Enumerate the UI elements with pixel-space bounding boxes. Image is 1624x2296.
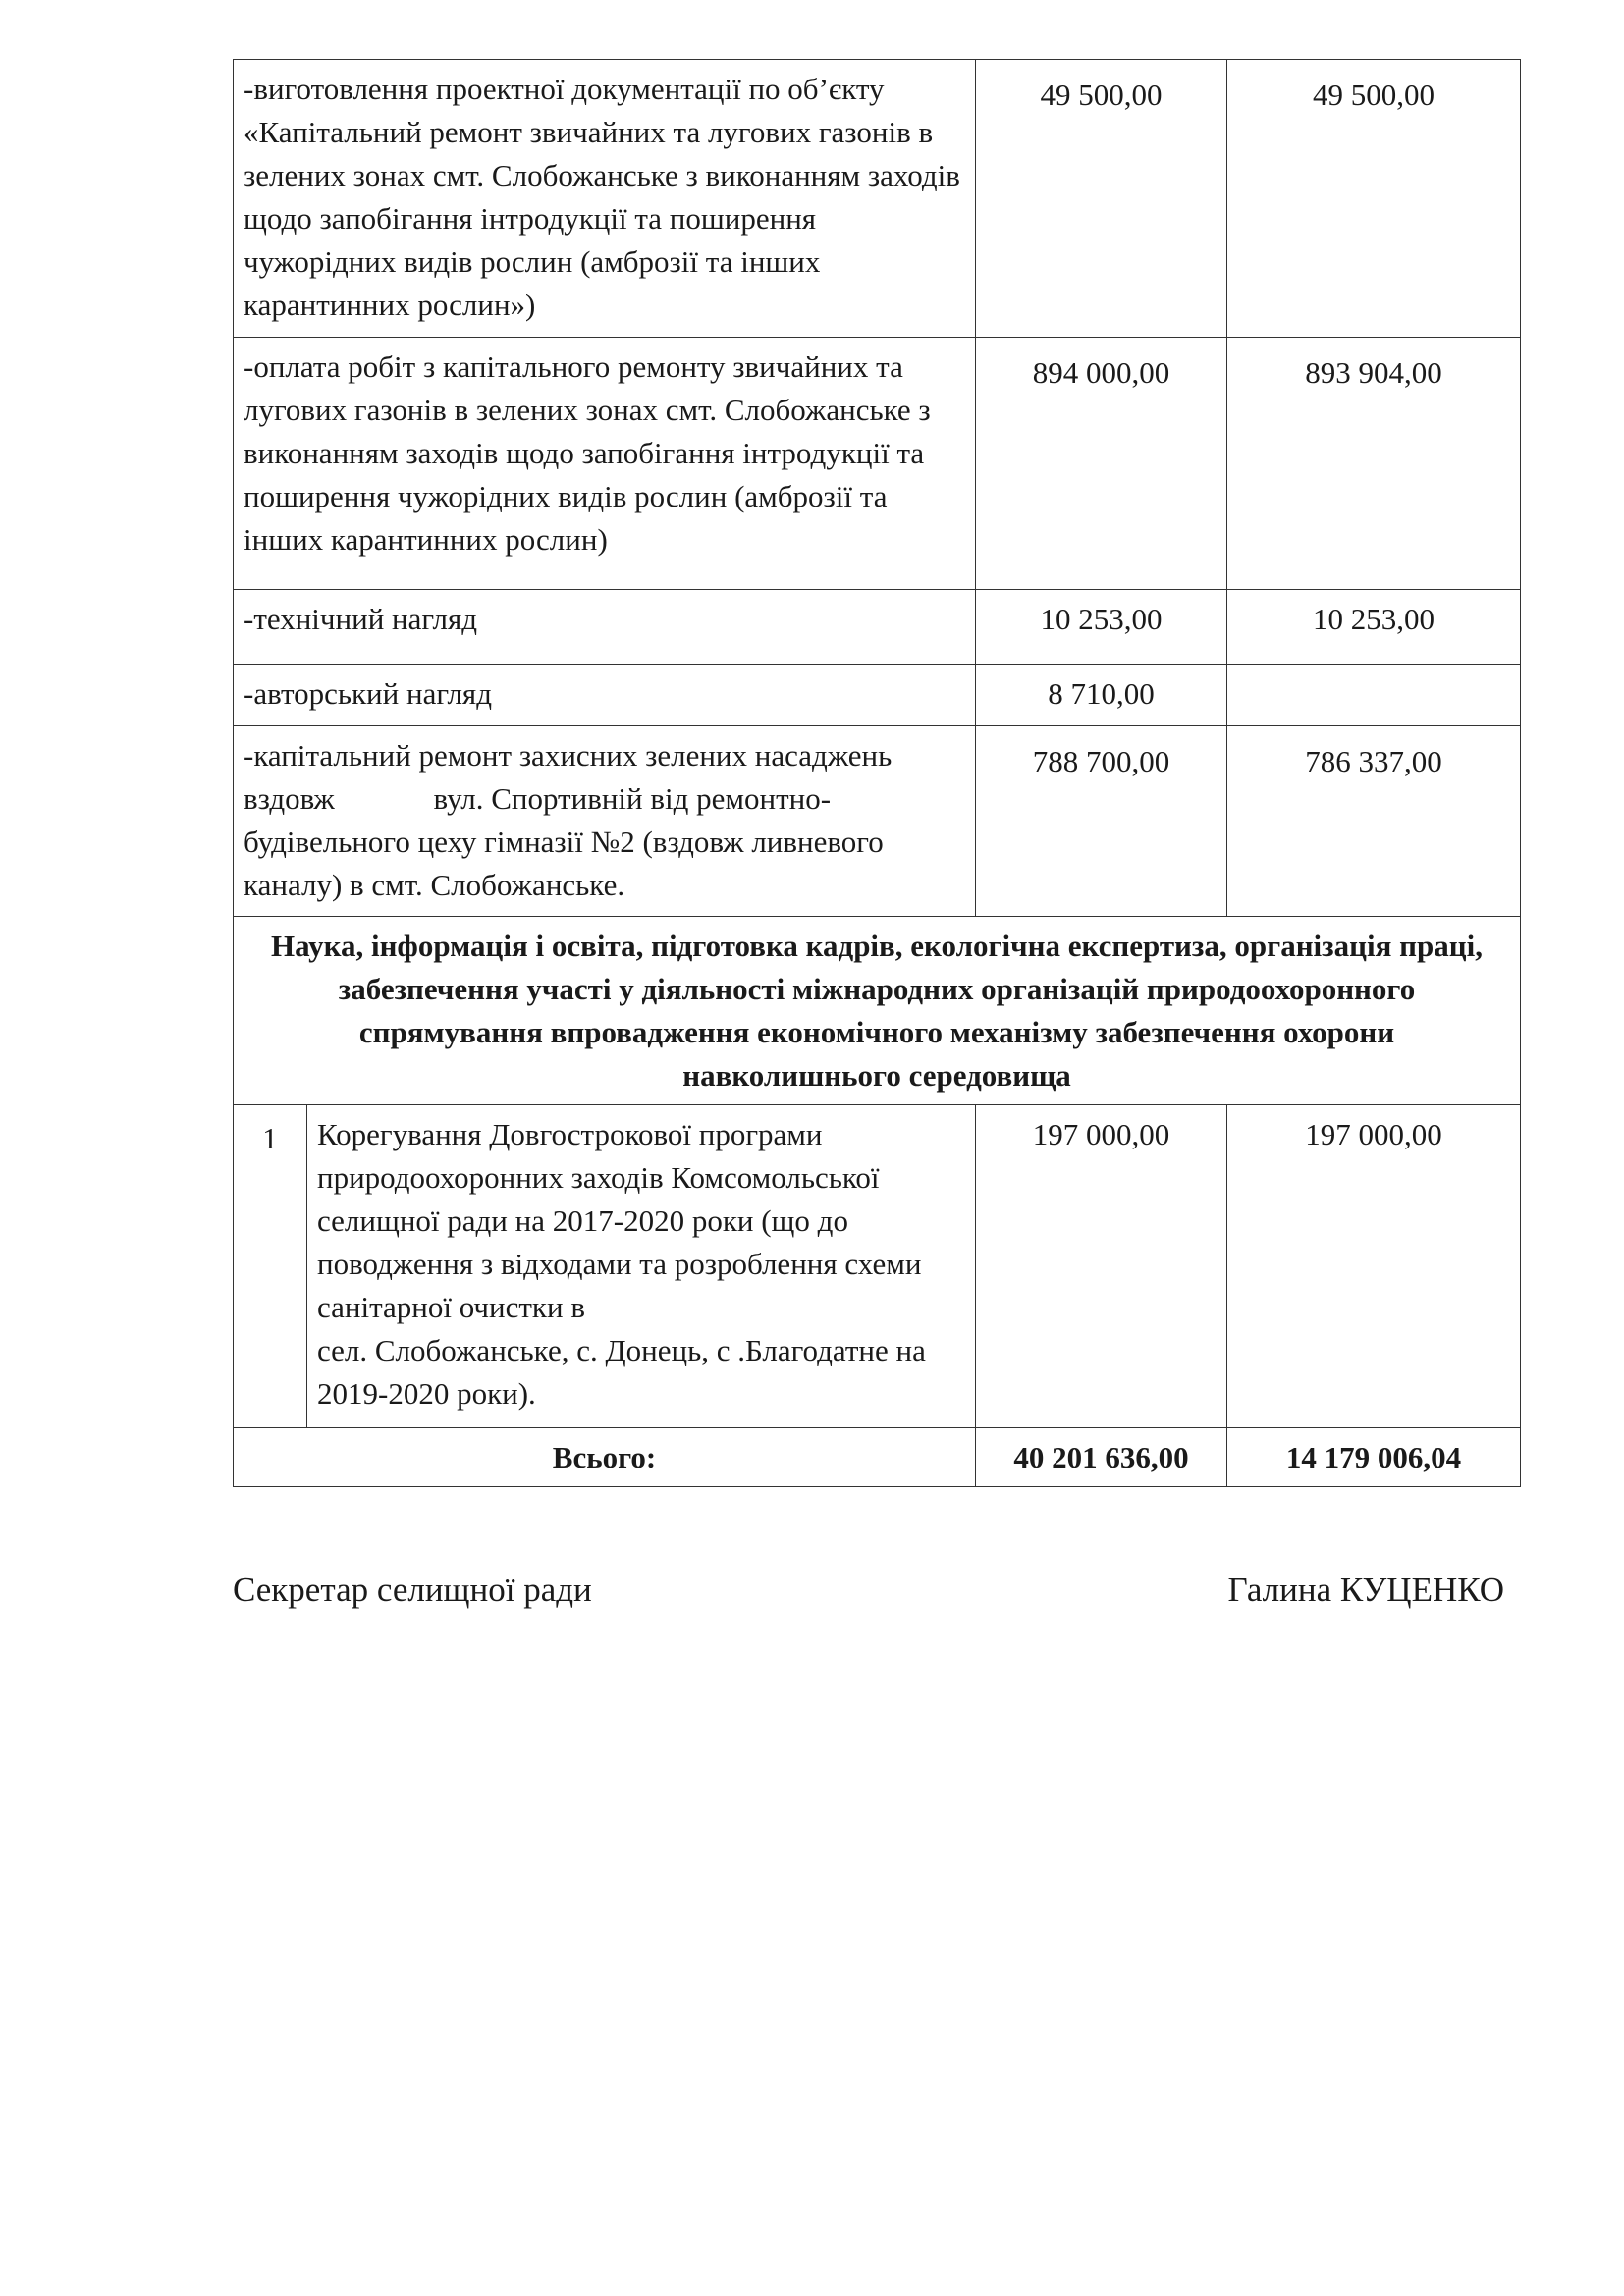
total-row — [234, 1428, 1521, 1487]
signatory-position: Секретар селищної ради — [233, 1571, 592, 1609]
planned-amount: 197 000,00 — [976, 1105, 1227, 1428]
actual-amount — [1227, 665, 1521, 726]
actual-amount: 49 500,00 — [1227, 60, 1521, 338]
item-description: -авторський нагляд — [234, 665, 976, 726]
table-row — [234, 665, 1521, 726]
total-actual: 14 179 006,04 — [1227, 1428, 1521, 1487]
planned-amount: 894 000,00 — [976, 338, 1227, 590]
planned-amount: 8 710,00 — [976, 665, 1227, 726]
planned-amount: 10 253,00 — [976, 590, 1227, 665]
budget-table — [233, 59, 1521, 1487]
table-row — [234, 60, 1521, 338]
item-description: -капітальний ремонт захисних зелених насаджень вздовж вул. Спортивній від ремонтно-будівельного цеху гімназії №2 (вздовж ливневого каналу) в смт. Слобожанське. — [234, 726, 976, 917]
actual-amount: 786 337,00 — [1227, 726, 1521, 917]
item-description: -оплата робіт з капітального ремонту звичайних та лугових газонів в зелених зонах смт. Слобожанське з виконанням заходів щодо запобігання інтродукції та поширення чужорідних видів рослин (амброзії та інших карантинних рослин) — [234, 338, 976, 590]
signatory-name: Галина КУЦЕНКО — [1227, 1571, 1504, 1609]
planned-amount: 788 700,00 — [976, 726, 1227, 917]
actual-amount: 197 000,00 — [1227, 1105, 1521, 1428]
table-row — [234, 1105, 1521, 1428]
table-row — [234, 726, 1521, 917]
section-heading-row — [234, 917, 1521, 1105]
table-row — [234, 590, 1521, 665]
item-description: Корегування Довгострокової програми природоохоронних заходів Комсомольської селищної ради на 2017-2020 роки (що до поводження з відходами та розроблення схеми санітарної очистки в сел. Слобожанське, с. Донець, с .Благодатне на 2019-2020 роки). — [307, 1105, 976, 1428]
planned-amount: 49 500,00 — [976, 60, 1227, 338]
total-planned: 40 201 636,00 — [976, 1428, 1227, 1487]
item-description: -виготовлення проектної документації по об’єкту «Капітальний ремонт звичайних та лугових газонів в зелених зонах смт. Слобожанське з виконанням заходів щодо запобігання інтродукції та поширення чужорідних видів рослин (амброзії та інших карантинних рослин») — [234, 60, 976, 338]
total-label: Всього: — [234, 1428, 976, 1487]
section-heading: Наука, інформація і освіта, підготовка кадрів, екологічна експертиза, організація праці, забезпечення участі у діяльності міжнародних організацій природоохоронного спрямування впровадження економічного механізму забезпечення охорони навколишнього середовища — [234, 917, 1521, 1105]
row-number: 1 — [234, 1105, 307, 1428]
actual-amount: 893 904,00 — [1227, 338, 1521, 590]
table-row — [234, 338, 1521, 590]
item-description: -технічний нагляд — [234, 590, 976, 665]
actual-amount: 10 253,00 — [1227, 590, 1521, 665]
